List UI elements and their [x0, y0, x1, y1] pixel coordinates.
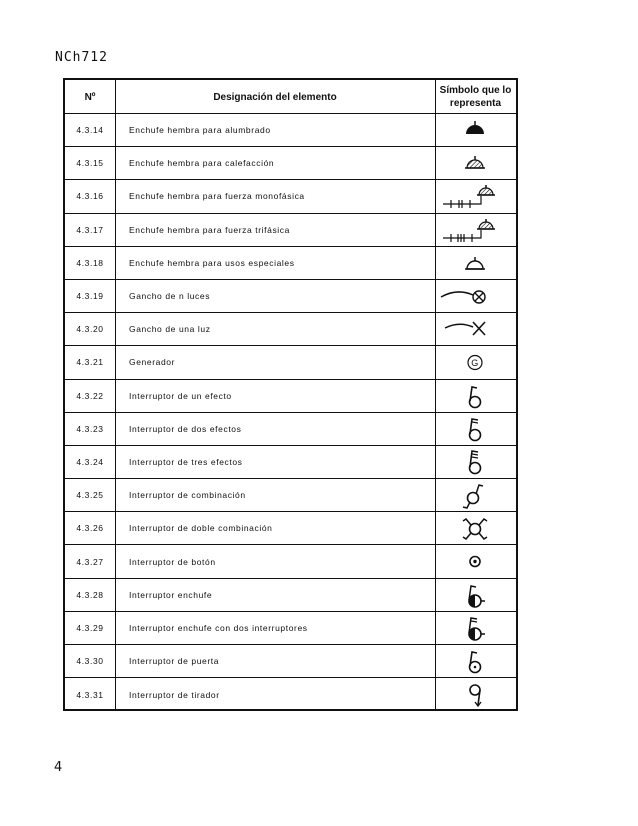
socket-heating-icon — [435, 147, 516, 179]
row-number: 4.3.28 — [76, 589, 104, 600]
symbols-table — [63, 78, 518, 711]
switch-single-icon — [435, 380, 516, 412]
table-header — [65, 80, 516, 114]
header-symbol: Símbolo que lo representa — [439, 85, 512, 109]
socket-single-phase-icon — [435, 180, 516, 212]
row-number: 4.3.19 — [76, 291, 104, 302]
document-code: NCh712 — [55, 50, 108, 65]
row-number: 4.3.23 — [76, 423, 104, 434]
row-number: 4.3.25 — [76, 490, 104, 501]
table-row — [65, 280, 516, 313]
row-designation: Enchufe hembra para calefacción — [129, 158, 275, 169]
table-body — [65, 114, 516, 711]
row-number: 4.3.20 — [76, 324, 104, 335]
door-switch-icon — [435, 645, 516, 677]
row-number: 4.3.22 — [76, 390, 104, 401]
row-number: 4.3.17 — [76, 224, 104, 235]
row-number: 4.3.21 — [76, 357, 104, 368]
row-designation: Interruptor de dos efectos — [129, 423, 242, 434]
table-row — [65, 645, 516, 678]
row-designation: Interruptor de combinación — [129, 490, 246, 501]
row-number: 4.3.30 — [76, 656, 104, 667]
row-designation: Interruptor de puerta — [129, 656, 220, 667]
switch-triple-icon — [435, 446, 516, 478]
table-row — [65, 114, 516, 147]
button-switch-icon — [435, 545, 516, 577]
row-designation: Interruptor de botón — [129, 556, 216, 567]
switch-combination-icon — [435, 479, 516, 511]
row-designation: Interruptor de doble combinación — [129, 523, 273, 534]
table-row — [65, 346, 516, 379]
row-designation: Interruptor enchufe con dos interruptores — [129, 622, 308, 633]
row-number: 4.3.24 — [76, 456, 104, 467]
hook-one-light-icon — [435, 313, 516, 345]
table-row — [65, 612, 516, 645]
row-designation: Interruptor de tres efectos — [129, 456, 243, 467]
row-number: 4.3.27 — [76, 556, 104, 567]
switch-double-combination-icon — [435, 512, 516, 544]
table-row — [65, 214, 516, 247]
row-number: 4.3.31 — [76, 689, 104, 700]
header-designation: Designación del elemento — [213, 91, 337, 103]
table-row — [65, 413, 516, 446]
row-designation: Enchufe hembra para usos especiales — [129, 257, 295, 268]
row-number: 4.3.26 — [76, 523, 104, 534]
table-row — [65, 380, 516, 413]
table-row — [65, 147, 516, 180]
row-designation: Interruptor de un efecto — [129, 390, 232, 401]
table-row — [65, 247, 516, 280]
header-number: Nº — [84, 91, 96, 103]
row-number: 4.3.18 — [76, 257, 104, 268]
page-number: 4 — [54, 760, 63, 775]
row-designation: Interruptor de tirador — [129, 689, 220, 700]
row-designation: Enchufe hembra para fuerza monofásica — [129, 191, 305, 202]
row-designation: Interruptor enchufe — [129, 589, 213, 600]
row-designation: Generador — [129, 357, 176, 368]
switch-socket-two-switches-icon — [435, 612, 516, 644]
table-row — [65, 579, 516, 612]
socket-lighting-icon — [435, 114, 516, 146]
row-designation: Enchufe hembra para alumbrado — [129, 125, 271, 136]
table-row — [65, 313, 516, 346]
switch-double-icon — [435, 413, 516, 445]
row-number: 4.3.29 — [76, 622, 104, 633]
row-number: 4.3.14 — [76, 125, 104, 136]
table-row — [65, 446, 516, 479]
row-number: 4.3.15 — [76, 158, 104, 169]
generator-icon — [435, 346, 516, 378]
table-row — [65, 545, 516, 578]
table-row — [65, 678, 516, 711]
table-row — [65, 512, 516, 545]
row-designation: Gancho de n luces — [129, 291, 211, 302]
hook-n-lights-icon — [435, 280, 516, 312]
row-number: 4.3.16 — [76, 191, 104, 202]
pull-switch-icon — [435, 678, 516, 711]
row-designation: Gancho de una luz — [129, 324, 211, 335]
table-row — [65, 479, 516, 512]
svg-text:G: G — [471, 358, 479, 369]
row-designation: Enchufe hembra para fuerza trifásica — [129, 224, 290, 235]
table-row — [65, 180, 516, 213]
switch-socket-icon — [435, 579, 516, 611]
socket-special-icon — [435, 247, 516, 279]
socket-three-phase-icon — [435, 214, 516, 246]
